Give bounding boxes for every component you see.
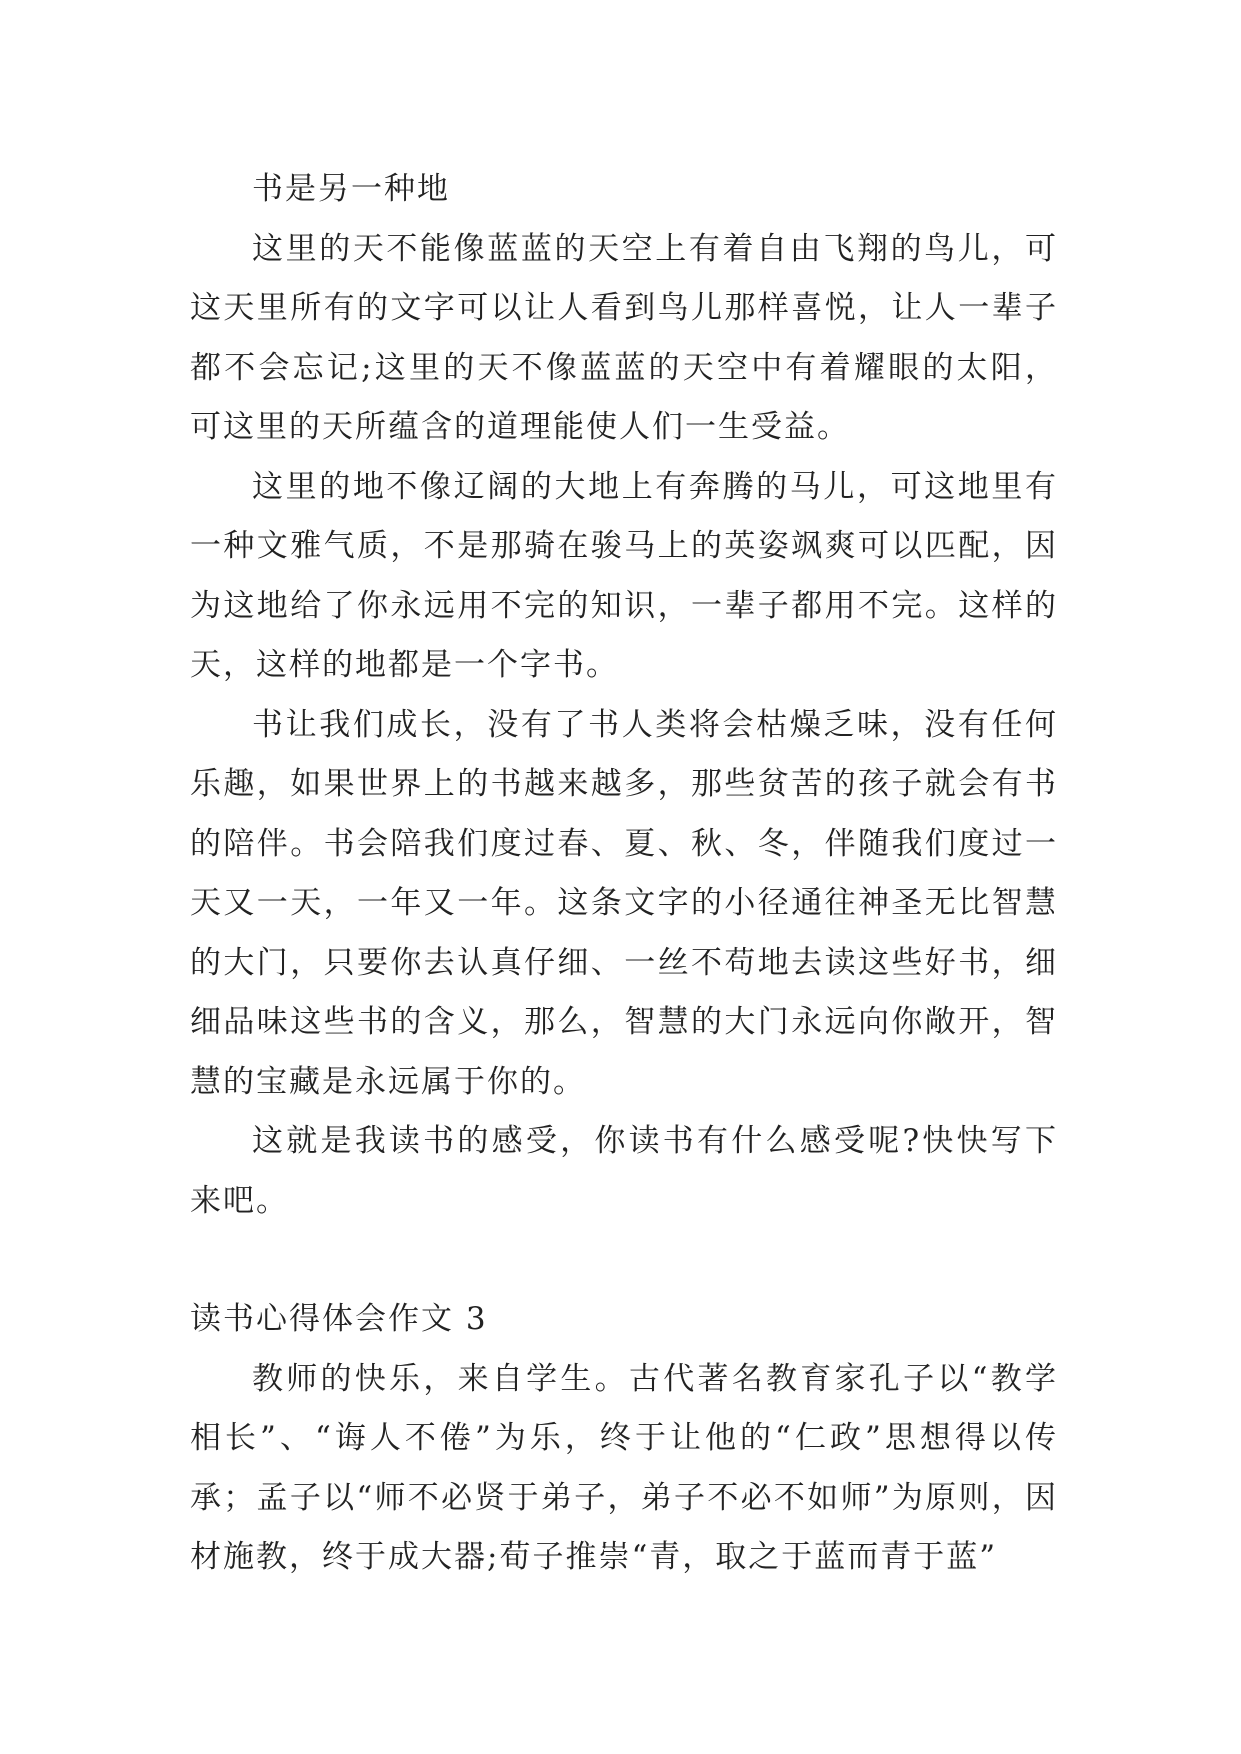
subtitle: 书是另一种地 xyxy=(252,171,450,207)
paragraph: 教师的快乐，来自学生。古代著名教育家孔子以“教学相长”、“诲人不倦”为乐，终于让他的“仁政”思想得以传承；孟子以“师不必贤于弟子，弟子不必不如师”为原则，因材施教，终于成大器;荀子推崇“青，取之于蓝而青于蓝” xyxy=(190,1360,1058,1575)
section-title: 读书心得体会作文 3 xyxy=(190,1301,488,1337)
paragraph: 这里的天不能像蓝蓝的天空上有着自由飞翔的鸟儿，可这天里所有的文字可以让人看到鸟儿那样喜悦，让人一辈子都不会忘记;这里的天不像蓝蓝的天空中有着耀眼的太阳，可这里的天所蕴含的道理能使人们一生受益。 xyxy=(190,230,1058,445)
paragraph: 这里的地不像辽阔的大地上有奔腾的马儿，可这地里有一种文雅气质，不是那骑在骏马上的英姿飒爽可以匹配，因为这地给了你永远用不完的知识，一辈子都用不完。这样的天，这样的地都是一个字书。 xyxy=(190,468,1058,683)
document-body xyxy=(190,160,1058,1588)
paragraph: 书让我们成长，没有了书人类将会枯燥乏味，没有任何乐趣，如果世界上的书越来越多，那些贫苦的孩子就会有书的陪伴。书会陪我们度过春、夏、秋、冬，伴随我们度过一天又一天，一年又一年。这条文字的小径通往神圣无比智慧的大门，只要你去认真仔细、一丝不苟地去读这些好书，细细品味这些书的含义，那么，智慧的大门永远向你敞开，智慧的宝藏是永远属于你的。 xyxy=(190,706,1058,1100)
paragraph: 这就是我读书的感受，你读书有什么感受呢?快快写下来吧。 xyxy=(190,1123,1058,1219)
